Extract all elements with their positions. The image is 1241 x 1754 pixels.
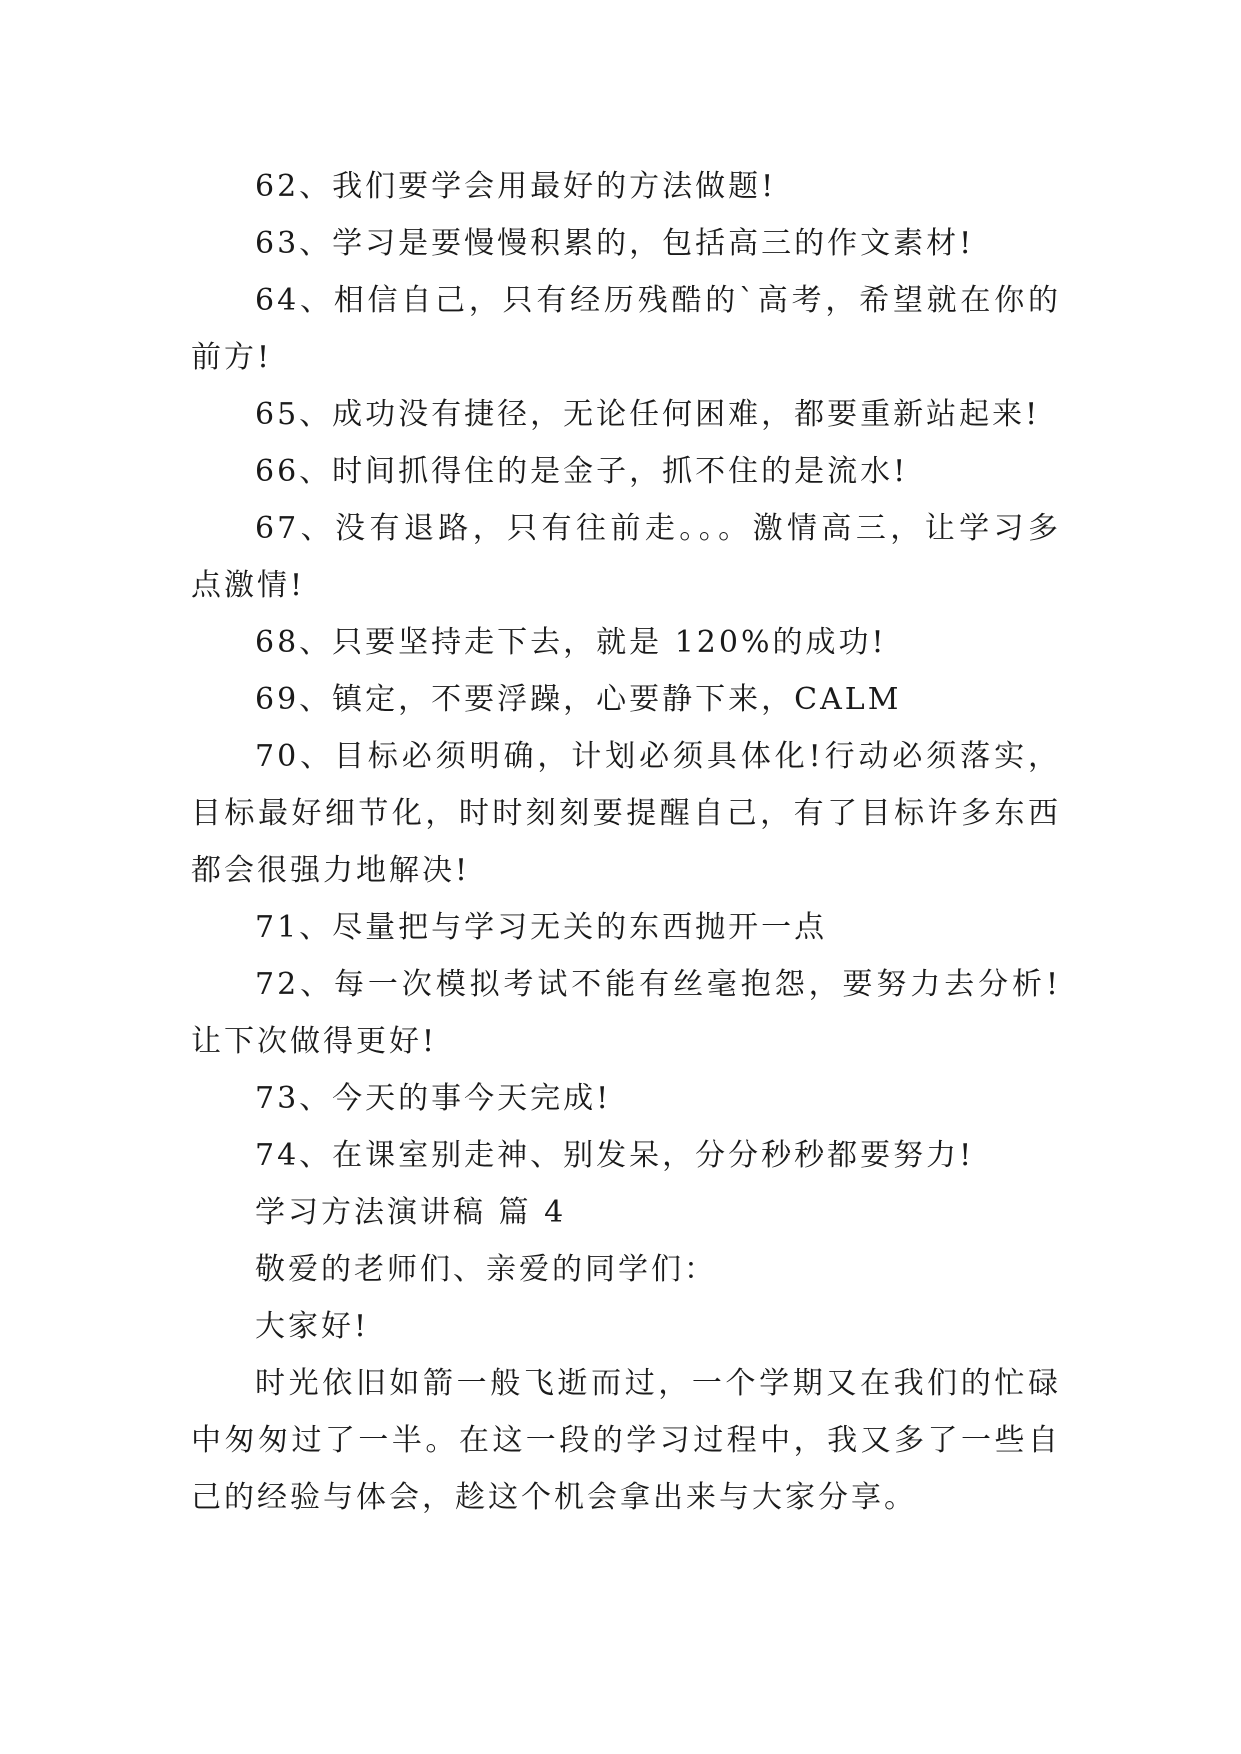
list-item-68: 68、只要坚持走下去，就是 120%的成功!	[255, 625, 887, 660]
greeting: 大家好!	[255, 1309, 370, 1344]
list-item-70: 70、目标必须明确，计划必须具体化!行动必须落实，目标最好细节化，时时刻刻要提醒自己，有了目标许多东西都会很强力地解决!	[191, 739, 1061, 888]
list-item-65: 65、成功没有捷径，无论任何困难，都要重新站起来!	[255, 397, 1041, 432]
list-item-63: 63、学习是要慢慢积累的，包括高三的作文素材!	[255, 226, 975, 261]
body-paragraph: 时光依旧如箭一般飞逝而过，一个学期又在我们的忙碌中匆匆过了一半。在这一段的学习过程中，我又多了一些自己的经验与体会，趁这个机会拿出来与大家分享。	[191, 1366, 1061, 1515]
list-item-74: 74、在课室别走神、别发呆，分分秒秒都要努力!	[255, 1138, 975, 1173]
document-body	[191, 158, 1061, 1526]
list-item-62: 62、我们要学会用最好的方法做题!	[255, 169, 777, 204]
section-heading: 学习方法演讲稿 篇 4	[255, 1195, 567, 1230]
list-item-72: 72、每一次模拟考试不能有丝毫抱怨，要努力去分析!让下次做得更好!	[191, 967, 1061, 1059]
list-item-66: 66、时间抓得住的是金子，抓不住的是流水!	[255, 454, 909, 489]
list-item-71: 71、尽量把与学习无关的东西抛开一点	[255, 910, 828, 945]
list-item-64: 64、相信自己，只有经历残酷的`高考，希望就在你的前方!	[191, 283, 1061, 375]
list-item-67: 67、没有退路，只有往前走。。。激情高三，让学习多点激情!	[191, 511, 1061, 603]
salutation: 敬爱的老师们、亲爱的同学们：	[255, 1252, 717, 1287]
list-item-69: 69、镇定，不要浮躁，心要静下来，CALM	[255, 682, 902, 717]
list-item-73: 73、今天的事今天完成!	[255, 1081, 612, 1116]
